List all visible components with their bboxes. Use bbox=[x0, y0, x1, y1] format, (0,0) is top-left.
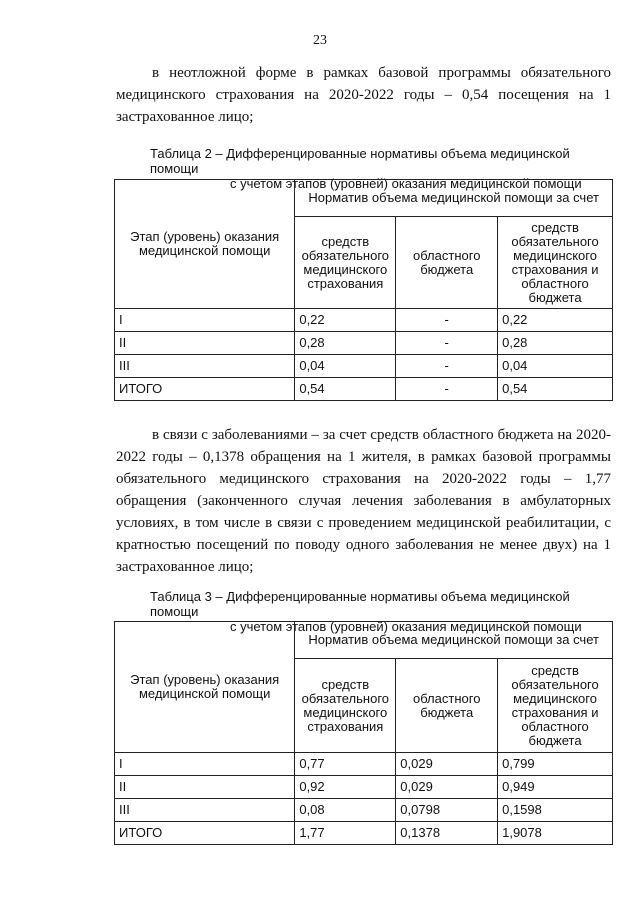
table2-col-budget: областного бюджета bbox=[396, 217, 498, 309]
paragraph-diseases-text: в связи с заболеваниями – за счет средств областного бюджета на 2020-2022 годы – 0,1378 обращения на 1 жителя, в рамках базовой программы обязательного медицинского страхования на 2020-2022 годы – 1,77 обращения (законченного случая лечения заболевания в амбулаторных условиях, в том числе в связи с проведением медицинской реабилитации, с кратностью посещений по поводу одного заболевания не менее двух) на 1 застрахованное лицо; bbox=[116, 427, 611, 575]
table2-cell-both: 0,04 bbox=[498, 355, 613, 378]
table2-cell-stage: ИТОГО bbox=[115, 378, 295, 401]
table3-header-row1 bbox=[115, 622, 613, 659]
table-row bbox=[115, 332, 613, 355]
table2 bbox=[114, 179, 613, 401]
table3-cell-stage: II bbox=[115, 776, 295, 799]
table3-cell-oms: 1,77 bbox=[295, 822, 396, 845]
table3-cell-oms: 0,77 bbox=[295, 753, 396, 776]
table2-cell-budget: - bbox=[396, 378, 498, 401]
table2-col-both: средств обязательного медицинского страхования и областного бюджета bbox=[498, 217, 613, 309]
table3-col-both: средств обязательного медицинского страхования и областного бюджета bbox=[498, 659, 613, 753]
table3-cell-both: 0,799 bbox=[498, 753, 613, 776]
table3-caption-line1: Таблица 3 – Дифференцированные нормативы объема медицинской помощи bbox=[150, 589, 570, 619]
table3-cell-budget: 0,1378 bbox=[396, 822, 498, 845]
table3-cell-budget: 0,029 bbox=[396, 753, 498, 776]
table2-caption-line2: с учетом этапов (уровней) оказания медицинской помощи bbox=[230, 176, 582, 191]
paragraph-emergency-care bbox=[116, 62, 611, 128]
table-row bbox=[115, 753, 613, 776]
table3-cell-stage: ИТОГО bbox=[115, 822, 295, 845]
table3-cell-both: 0,949 bbox=[498, 776, 613, 799]
table2-cell-oms: 0,28 bbox=[295, 332, 396, 355]
table3 bbox=[114, 621, 613, 845]
paragraph-diseases bbox=[116, 424, 611, 578]
table2-cell-both: 0,54 bbox=[498, 378, 613, 401]
table2-cell-stage: I bbox=[115, 309, 295, 332]
table3-cell-budget: 0,029 bbox=[396, 776, 498, 799]
table2-cell-both: 0,22 bbox=[498, 309, 613, 332]
table3-col-budget: областного бюджета bbox=[396, 659, 498, 753]
table2-col-oms: средств обязательного медицинского страхования bbox=[295, 217, 396, 309]
table2-col-stage: Этап (уровень) оказания медицинской помощи bbox=[115, 180, 295, 309]
table2-col-group: Норматив объема медицинской помощи за счет bbox=[295, 180, 613, 217]
table3-col-oms: средств обязательного медицинского страхования bbox=[295, 659, 396, 753]
table-row bbox=[115, 799, 613, 822]
table3-caption-line2: с учетом этапов (уровней) оказания медицинской помощи bbox=[230, 619, 582, 634]
table-row bbox=[115, 776, 613, 799]
table3-col-group: Норматив объема медицинской помощи за счет bbox=[295, 622, 613, 659]
table2-header-row1 bbox=[115, 180, 613, 217]
table-row bbox=[115, 309, 613, 332]
table2-cell-budget: - bbox=[396, 309, 498, 332]
table3-cell-oms: 0,08 bbox=[295, 799, 396, 822]
table2-cell-stage: III bbox=[115, 355, 295, 378]
table3-cell-stage: III bbox=[115, 799, 295, 822]
table2-cell-oms: 0,04 bbox=[295, 355, 396, 378]
table2-cell-stage: II bbox=[115, 332, 295, 355]
page-number: 23 bbox=[313, 33, 327, 48]
table3-cell-stage: I bbox=[115, 753, 295, 776]
table3-cell-both: 0,1598 bbox=[498, 799, 613, 822]
table2-cell-oms: 0,54 bbox=[295, 378, 396, 401]
table3-col-stage: Этап (уровень) оказания медицинской помощи bbox=[115, 622, 295, 753]
table-row-total bbox=[115, 378, 613, 401]
table3-cell-both: 1,9078 bbox=[498, 822, 613, 845]
table3-cell-oms: 0,92 bbox=[295, 776, 396, 799]
table2-cell-budget: - bbox=[396, 332, 498, 355]
paragraph-emergency-care-text: в неотложной форме в рамках базовой программы обязательного медицинского страхования на 2020-2022 годы – 0,54 посещения на 1 застрахованное лицо; bbox=[116, 65, 611, 125]
table-row bbox=[115, 355, 613, 378]
table2-cell-budget: - bbox=[396, 355, 498, 378]
table2-cell-both: 0,28 bbox=[498, 332, 613, 355]
table3-cell-budget: 0,0798 bbox=[396, 799, 498, 822]
table2-caption-line1: Таблица 2 – Дифференцированные нормативы объема медицинской помощи bbox=[150, 146, 570, 176]
table2-cell-oms: 0,22 bbox=[295, 309, 396, 332]
table-row-total bbox=[115, 822, 613, 845]
